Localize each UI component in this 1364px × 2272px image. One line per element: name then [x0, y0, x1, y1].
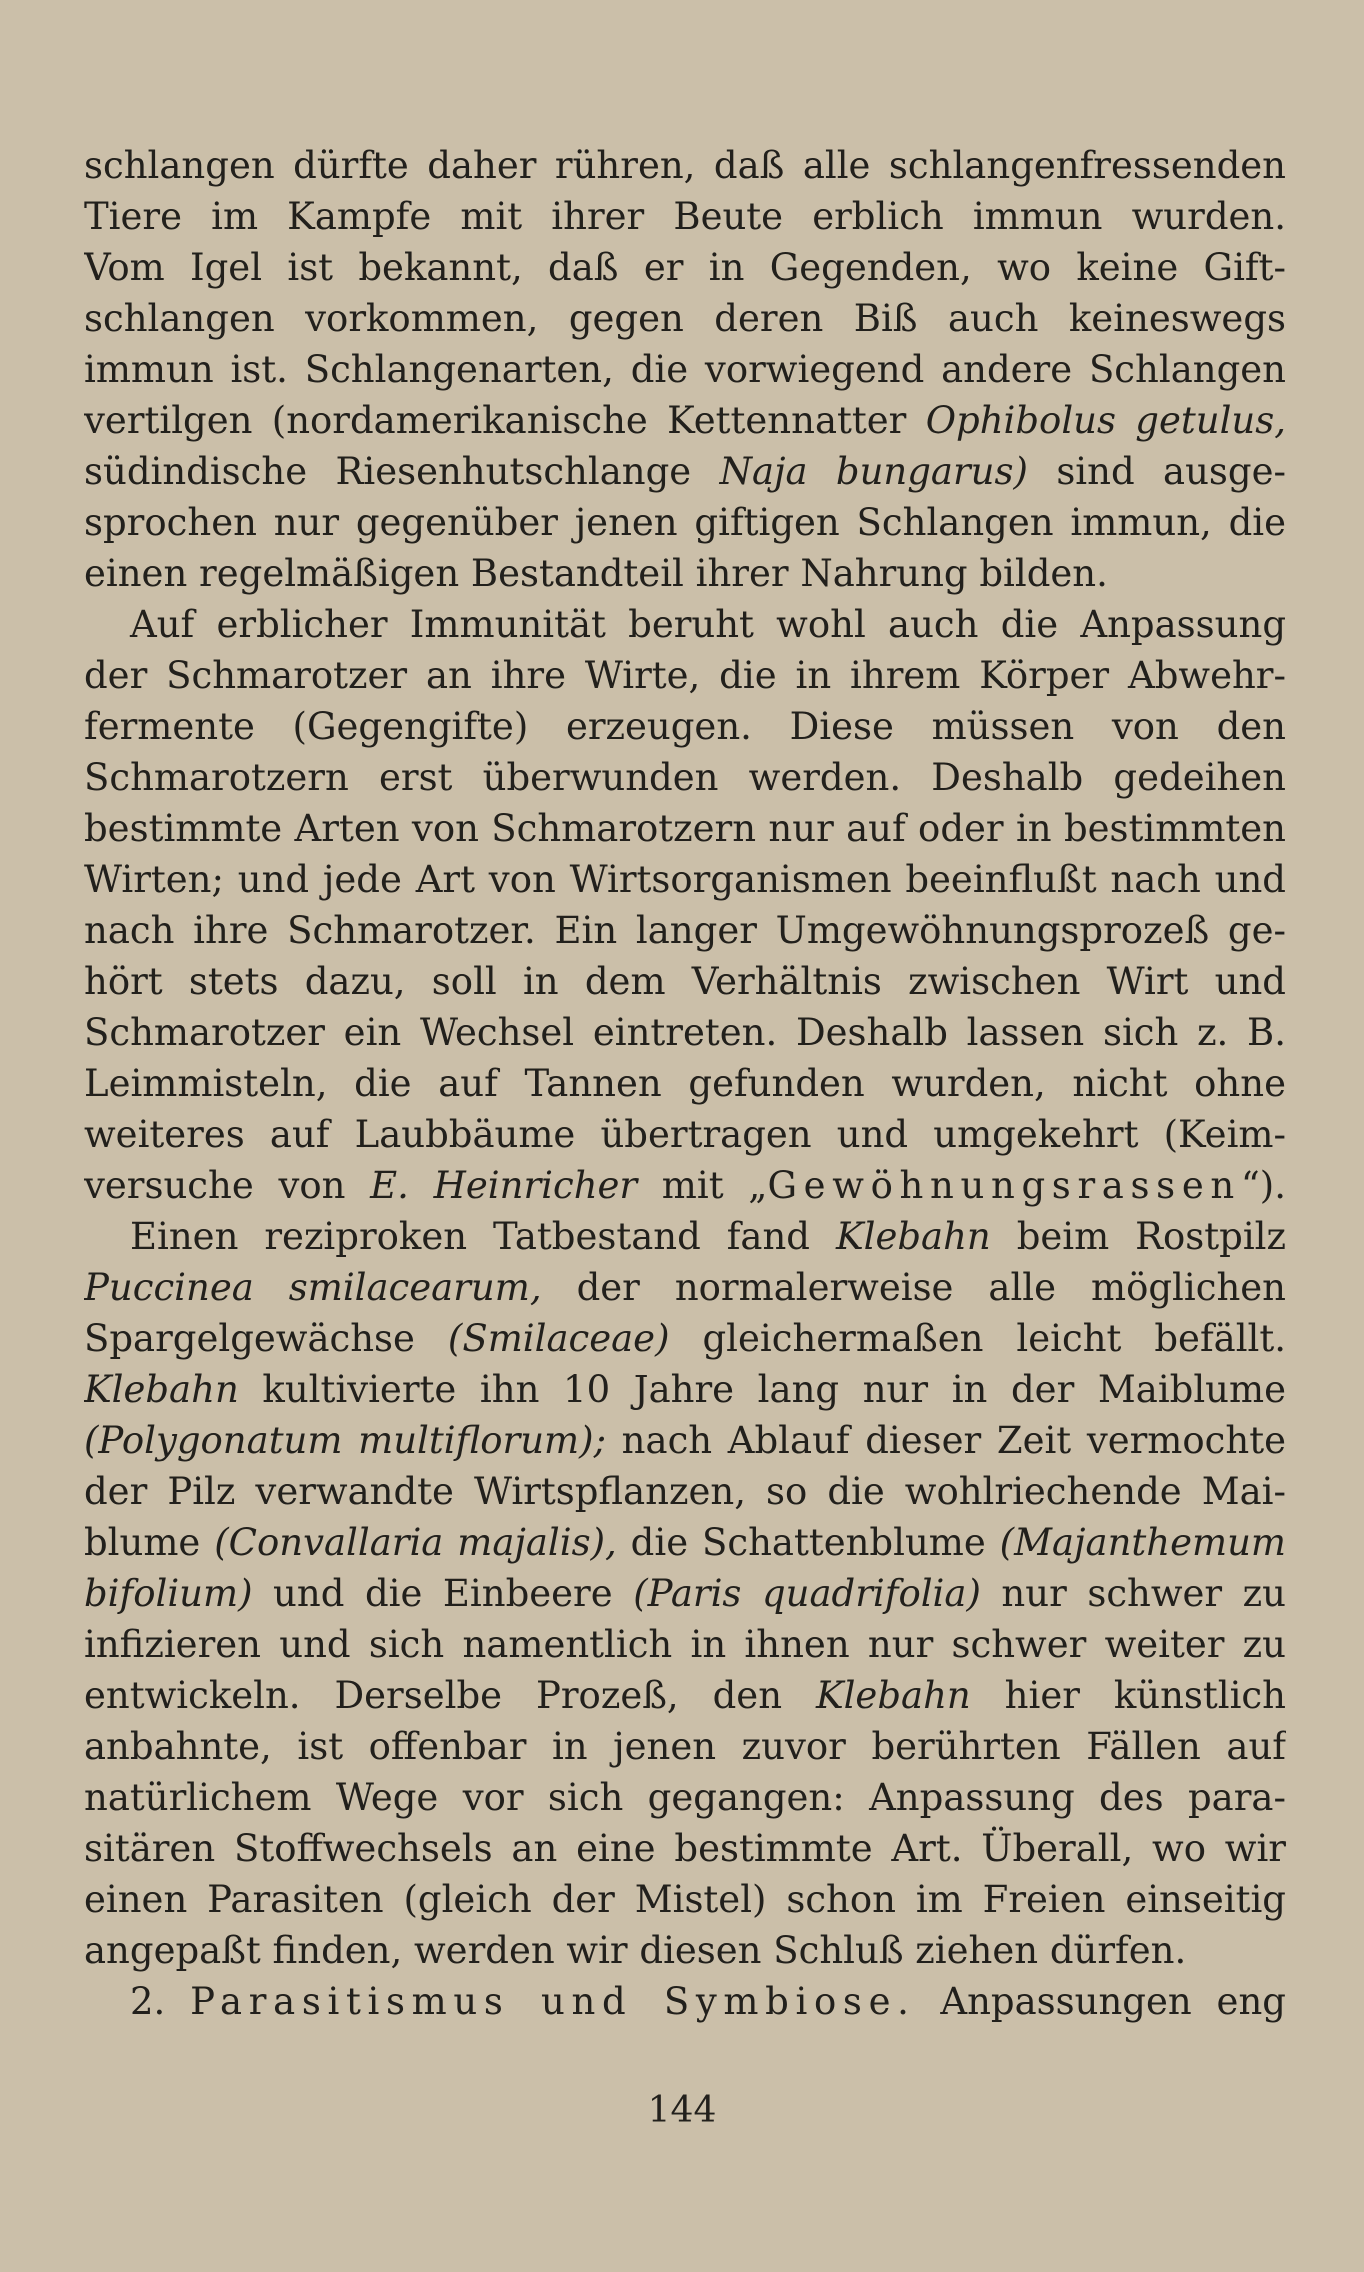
text-line: bifolium) und die Einbeere (Paris quadrifolia) nur schwer zu — [84, 1572, 1286, 1615]
text-line: nach ihre Schmarotzer. Ein langer Umgewöhnungsprozeß ge- — [84, 909, 1286, 952]
text-line: Einen reziproken Tatbestand fand Klebahn beim Rostpilz — [130, 1215, 1286, 1258]
text-line: infizieren und sich namentlich in ihnen nur schwer weiter zu — [84, 1623, 1286, 1666]
species-name: (Majanthemum — [999, 1521, 1286, 1564]
text-line: Tiere im Kampfe mit ihrer Beute erblich immun wurden. — [84, 195, 1286, 238]
text-line: Wirten; und jede Art von Wirtsorganismen beeinflußt nach und — [84, 858, 1286, 901]
species-name: (Convallaria majalis), — [214, 1521, 617, 1564]
author-name: Klebahn — [815, 1674, 971, 1717]
text-line: Schmarotzer ein Wechsel eintreten. Deshalb lassen sich z. B. — [84, 1011, 1286, 1054]
species-name: bifolium) — [84, 1572, 253, 1615]
page-text — [84, 140, 1286, 2027]
text-line: anbahnte, ist offenbar in jenen zuvor berührten Fällen auf — [84, 1725, 1286, 1768]
text-line: einen Parasiten (gleich der Mistel) schon im Freien einseitig — [84, 1878, 1286, 1921]
text-line: angepaßt finden, werden wir diesen Schluß ziehen dürfen. — [84, 1929, 1187, 1972]
text-line: (Polygonatum multiflorum); nach Ablauf dieser Zeit vermochte — [84, 1419, 1286, 1462]
text-line: der Schmarotzer an ihre Wirte, die in ihrem Körper Abwehr- — [84, 654, 1286, 697]
species-name: Puccinea smilacearum, — [84, 1266, 542, 1309]
text-line: Leimmisteln, die auf Tannen gefunden wurden, nicht ohne — [84, 1062, 1286, 1105]
spaced-term: Gewöhnungsrassen — [767, 1164, 1241, 1207]
species-name: (Polygonatum multiflorum); — [84, 1419, 607, 1462]
text-line: natürlichem Wege vor sich gegangen: Anpassung des para- — [84, 1776, 1286, 1819]
author-name: E. Heinricher — [370, 1164, 638, 1207]
text-line: hört stets dazu, soll in dem Verhältnis zwischen Wirt und — [84, 960, 1286, 1003]
text-line: Klebahn kultivierte ihn 10 Jahre lang nur in der Maiblume — [84, 1368, 1286, 1411]
author-name: Klebahn — [835, 1215, 991, 1258]
text-line: immun ist. Schlangenarten, die vorwiegend andere Schlangen — [84, 348, 1286, 391]
text-line: südindische Riesenhutschlange Naja bungarus) sind ausge- — [84, 450, 1286, 493]
text-line: Schmarotzern erst überwunden werden. Deshalb gedeihen — [84, 756, 1286, 799]
section-heading: Parasitismus und Symbiose. — [190, 1980, 916, 2023]
species-name: (Smilaceae) — [447, 1317, 670, 1360]
text-line: Spargelgewächse (Smilaceae) gleichermaßen leicht befällt. — [84, 1317, 1286, 1360]
text-line: Vom Igel ist bekannt, daß er in Gegenden, wo keine Gift- — [84, 246, 1286, 289]
text-line: vertilgen (nordamerikanische Kettennatter Ophibolus getulus, — [84, 399, 1286, 442]
text-line: schlangen dürfte daher rühren, daß alle schlangenfressenden — [84, 144, 1286, 187]
text-line: versuche von E. Heinricher mit „Gewöhnungsrassen“). — [84, 1164, 1286, 1207]
author-name: Klebahn — [84, 1368, 239, 1411]
species-name: Ophibolus getulus, — [925, 399, 1286, 442]
text-line: weiteres auf Laubbäume übertragen und umgekehrt (Keim- — [84, 1113, 1286, 1156]
section-heading-line: 2. Parasitismus und Symbiose. Anpassungen eng — [130, 1980, 1286, 2023]
text-line: Puccinea smilacearum, der normalerweise alle möglichen — [84, 1266, 1286, 1309]
text-line: sitären Stoffwechsels an eine bestimmte Art. Überall, wo wir — [84, 1827, 1286, 1870]
text-line: schlangen vorkommen, gegen deren Biß auch keineswegs — [84, 297, 1286, 340]
text-line: entwickeln. Derselbe Prozeß, den Klebahn hier künstlich — [84, 1674, 1286, 1717]
text-line: der Pilz verwandte Wirtspflanzen, so die wohlriechende Mai- — [84, 1470, 1286, 1513]
text-line: einen regelmäßigen Bestandteil ihrer Nahrung bilden. — [84, 552, 1108, 595]
page-number: 144 — [647, 2090, 717, 2131]
text-line: bestimmte Arten von Schmarotzern nur auf oder in bestimmten — [84, 807, 1286, 850]
species-name: (Paris quadrifolia) — [633, 1572, 981, 1615]
text-line: blume (Convallaria majalis), die Schattenblume (Majanthemum — [84, 1521, 1286, 1564]
text-line: Auf erblicher Immunität beruht wohl auch die Anpassung — [130, 603, 1286, 646]
text-line: sprochen nur gegenüber jenen giftigen Schlangen immun, die — [84, 501, 1286, 544]
species-name: Naja bungarus) — [719, 450, 1028, 493]
text-line: fermente (Gegengifte) erzeugen. Diese müssen von den — [84, 705, 1286, 748]
